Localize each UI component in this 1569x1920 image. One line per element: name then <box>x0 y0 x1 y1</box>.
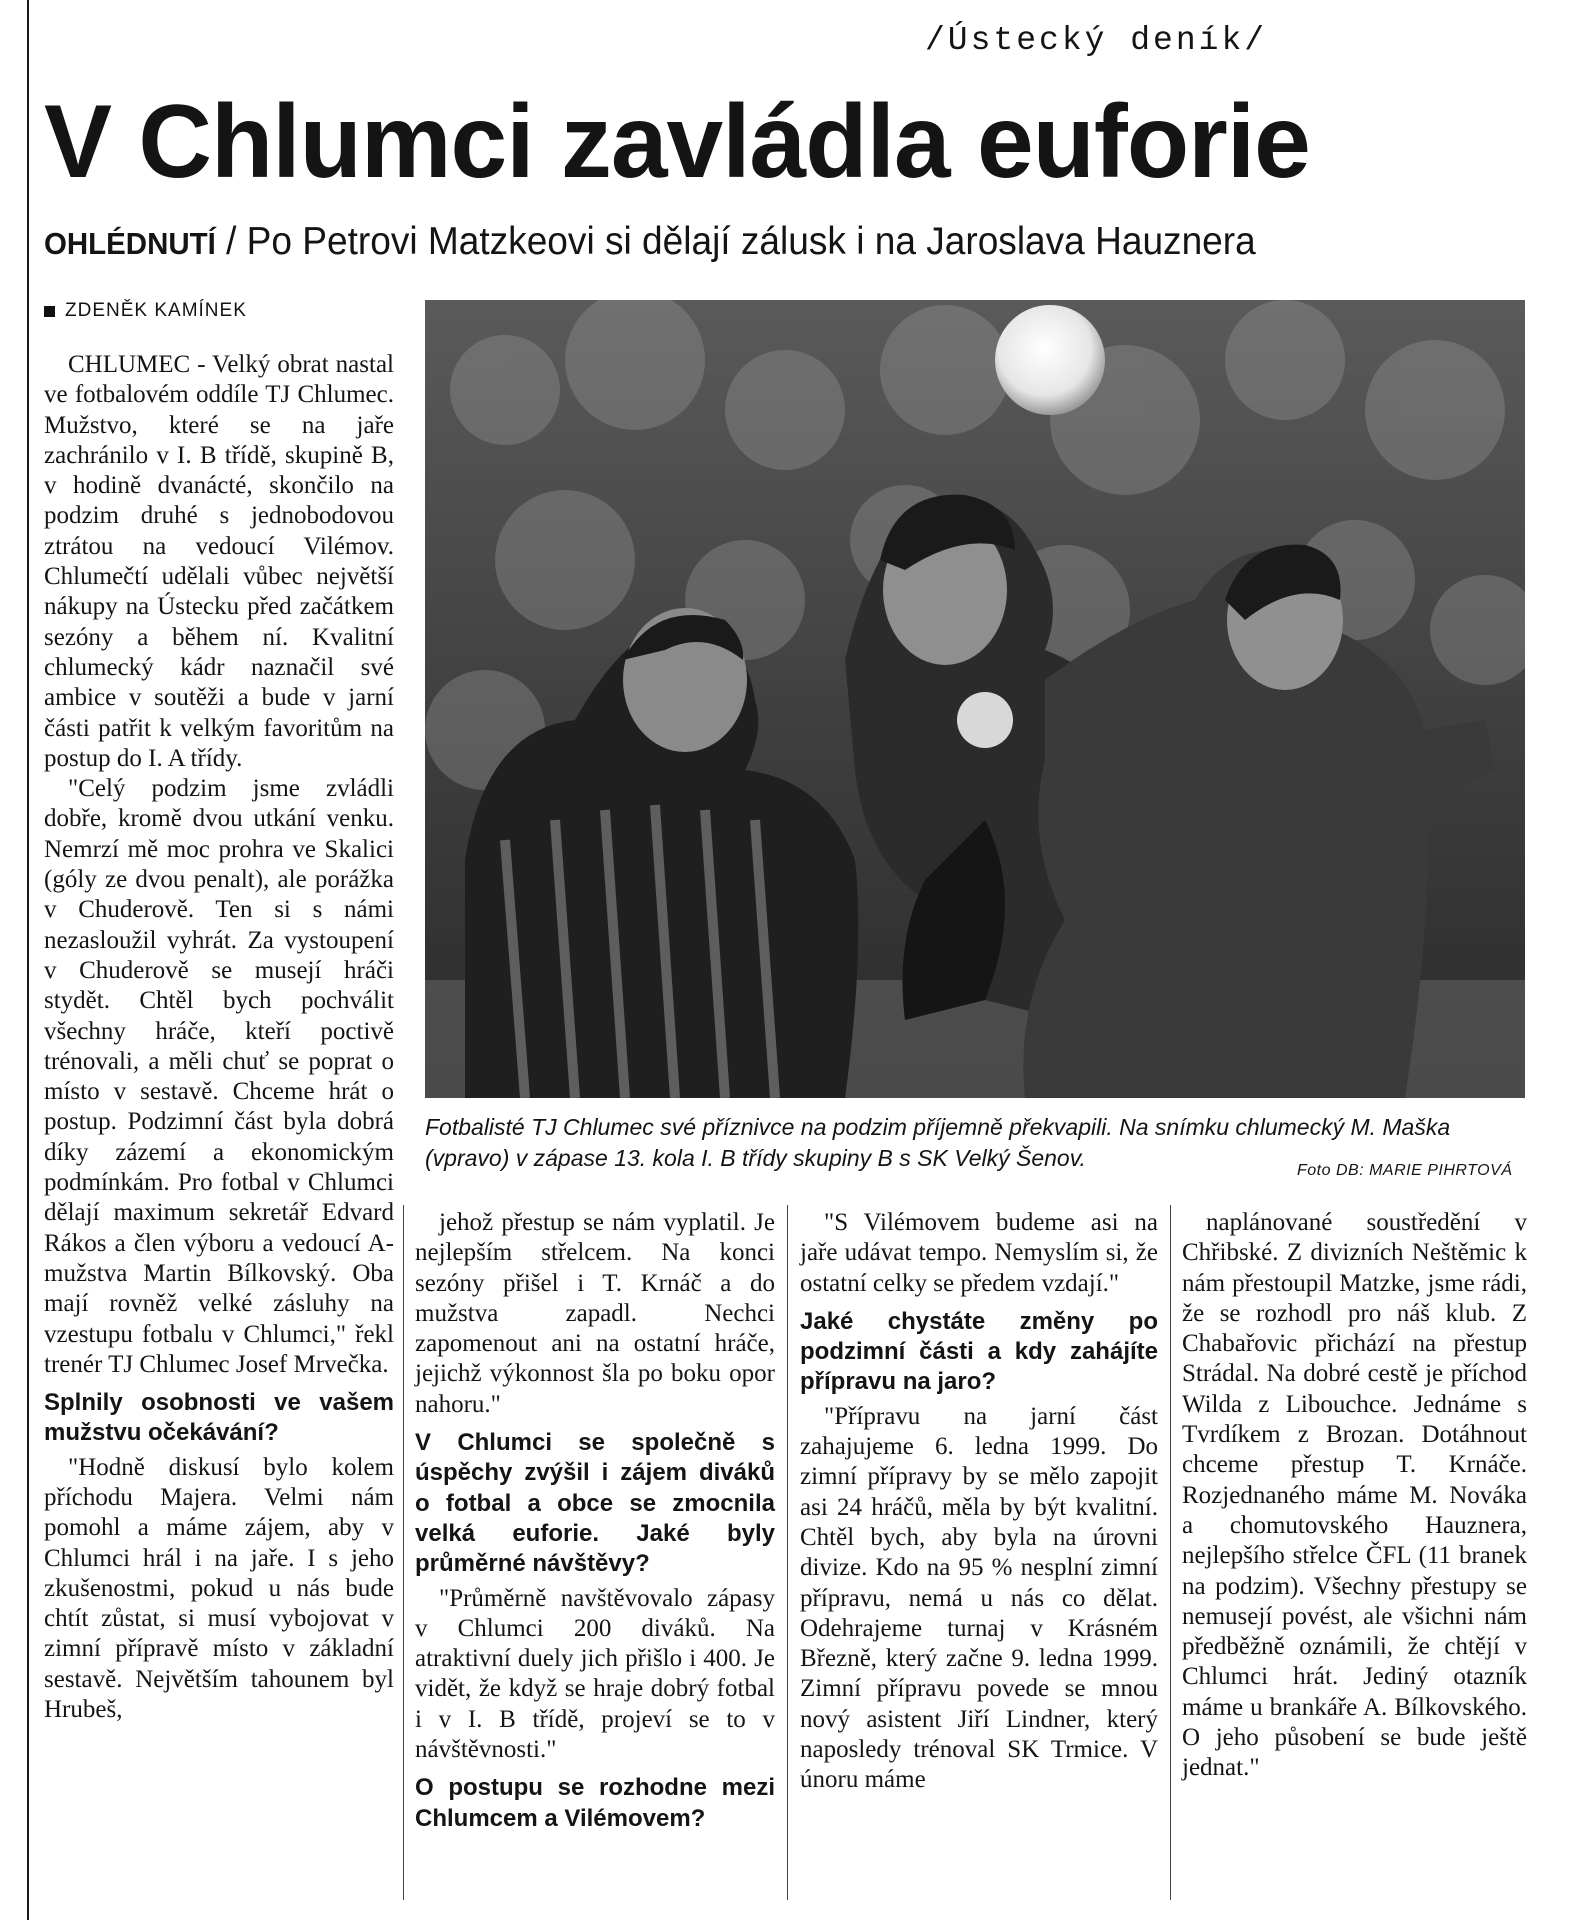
interview-question: Splnily osobnosti ve vašem mužstvu očekávání? <box>44 1389 394 1447</box>
subheadline <box>44 220 1256 264</box>
subheadline-kicker: OHLÉDNUTÍ <box>44 226 216 261</box>
article-column-4 <box>1182 1208 1527 1784</box>
article-column-2 <box>415 1208 775 1838</box>
interview-question: O postupu se rozhodne mezi Chlumcem a Vilémovem? <box>415 1774 775 1832</box>
article-column-3 <box>800 1208 1158 1796</box>
subheadline-separator: / <box>215 220 247 263</box>
article-paragraph: "Průměrně navštěvovalo zápasy v Chlumci 200 diváků. Na atraktivní duely jich přišlo i 400. Je vidět, že když se hraje dobrý fotbal i v I. B třídě, projeví se to v návštěvnosti." <box>415 1584 775 1764</box>
article-paragraph: "Celý podzim jsme zvládli dobře, kromě dvou utkání venku. Nemrzí mě moc prohra ve Skalici (góly ze dvou penalt), ale porážka v Chuderově. Ten si s námi nezasloužil vyhrát. Za vystoupení v Chuderově se musejí hráči stydět. Chtěl bych pochválit všechny hráče, kteří poctivě trénovali, a měli chuť se poprat o místo v sestavě. Chceme hrát o postup. Podzimní část byla dobrá díky zázemí a ekonomickým podmínkám. Pro fotbal v Chlumci dělají maximum sekretář Edvard Rákos a člen výboru a vedoucí A-mužstva Martin Bílkovský. Oba mají rovněž velké zásluhy na vzestupu fotbalu v Chlumci," řekl trenér TJ Chlumec Josef Mrvečka. <box>44 775 394 1378</box>
match-photo <box>425 300 1525 1098</box>
photo-caption: Fotbalisté TJ Chlumec své příznivce na podzim příjemně překvapili. Na snímku chlumecký M. Maška (vpravo) v zápase 13. kola I. B třídy skupiny B s SK Velký Šenov. <box>425 1114 1451 1171</box>
interview-question: Jaké chystáte změny po podzimní části a kdy zahájíte přípravu na jaro? <box>800 1307 1158 1396</box>
interview-question: V Chlumci se společně s úspěchy zvýšil i zájem diváků o fotbal a obce se zmocnila velká euforie. Jaké byly průměrné návštěvy? <box>415 1429 775 1578</box>
byline <box>44 300 247 322</box>
article-paragraph: "S Vilémovem budeme asi na jaře udávat tempo. Nemyslím si, že ostatní celky se předem vzdají." <box>800 1209 1158 1297</box>
column-divider <box>1170 1205 1171 1900</box>
article-column-1 <box>44 350 394 1725</box>
bullet-square-icon <box>44 306 55 317</box>
newspaper-source: /Ústecký deník/ <box>925 22 1268 59</box>
article-paragraph: "Hodně diskusí bylo kolem příchodu Majera. Velmi nám pomohl a máme zájem, aby v Chlumci hrál i na jaře. I s jeho zkušenostmi, pokud u nás bude chtít zůstat, si musí vybojovat v zimní přípravě místo v základní sestavě. Největším tahounem byl Hrubeš, <box>44 1453 394 1724</box>
article-paragraph: "Přípravu na jarní část zahajujeme 6. ledna 1999. Do zimní přípravy by se mělo zapojit asi 24 hráčů, měla by být kvalitní. Chtěl bych, aby byla na úrovni divize. Kdo na 95 % nesplní zimní přípravu, nemá u nás co dělat. Odehrajeme turnaj v Krásném Březně, který začne 9. ledna 1999. Zimní přípravu povede se mnou nový asistent Jiří Lindner, který naposledy trénoval SK Trmice. V únoru máme <box>800 1402 1158 1794</box>
football-players-illustration <box>425 300 1525 1098</box>
photo-credit: Foto DB: MARIE PIHRTOVÁ <box>1297 1162 1513 1179</box>
headline: V Chlumci zavládla euforie <box>44 84 1310 200</box>
subheadline-text: Po Petrovi Matzkeovi si dělají zálusk i na Jaroslava Hauznera <box>246 220 1256 263</box>
article-paragraph: naplánované soustředění v Chřibské. Z divizních Neštěmic k nám přestoupil Matzke, jsme rádi, že se rozhodl pro náš klub. Z Chabařovic přichází na přestup Strádal. Na dobré cestě je příchod Wilda z Libouchce. Jednáme s Tvrdíkem z Brozan. Dotáhnout chceme přestup T. Krnáče. Rozjednaného máme M. Nováka a chomutovského Hauznera, nejlepšího střelce ČFL (11 branek na podzim). Všechny přestupy se nemusejí povést, ale všichni nám předběžně oznámili, že chtějí v Chlumci hrát. Jediný otazník máme u brankáře A. Bílkovského. O jeho působení se bude ještě jednat." <box>1182 1209 1527 1782</box>
article-paragraph: jehož přestup se nám vyplatil. Je nejlepším střelcem. Na konci sezóny přišel i T. Krnáč a do mužstva zapadl. Nechci zapomenout ani na ostatní hráče, jejichž výkonnost šla po boku opor nahoru." <box>415 1209 775 1418</box>
author-name: ZDENĚK KAMÍNEK <box>65 300 247 321</box>
column-divider <box>403 1205 404 1900</box>
page-margin-rule <box>27 0 29 1920</box>
column-divider <box>787 1205 788 1900</box>
article-paragraph: CHLUMEC - Velký obrat nastal ve fotbalovém oddíle TJ Chlumec. Mužstvo, které se na jaře zachránilo v I. B třídě, skupině B, v hodině dvanácté, skončilo na podzim druhé s jednobodovou ztrátou na vedoucí Vilémov. Chlumečtí udělali vůbec největší nákupy na Ústecku před začátkem sezóny a během ní. Kvalitní chlumecký kádr naznačil své ambice v soutěži a bude v jarní části patřit k velkým favoritům na postup do I. A třídy. <box>44 351 394 772</box>
